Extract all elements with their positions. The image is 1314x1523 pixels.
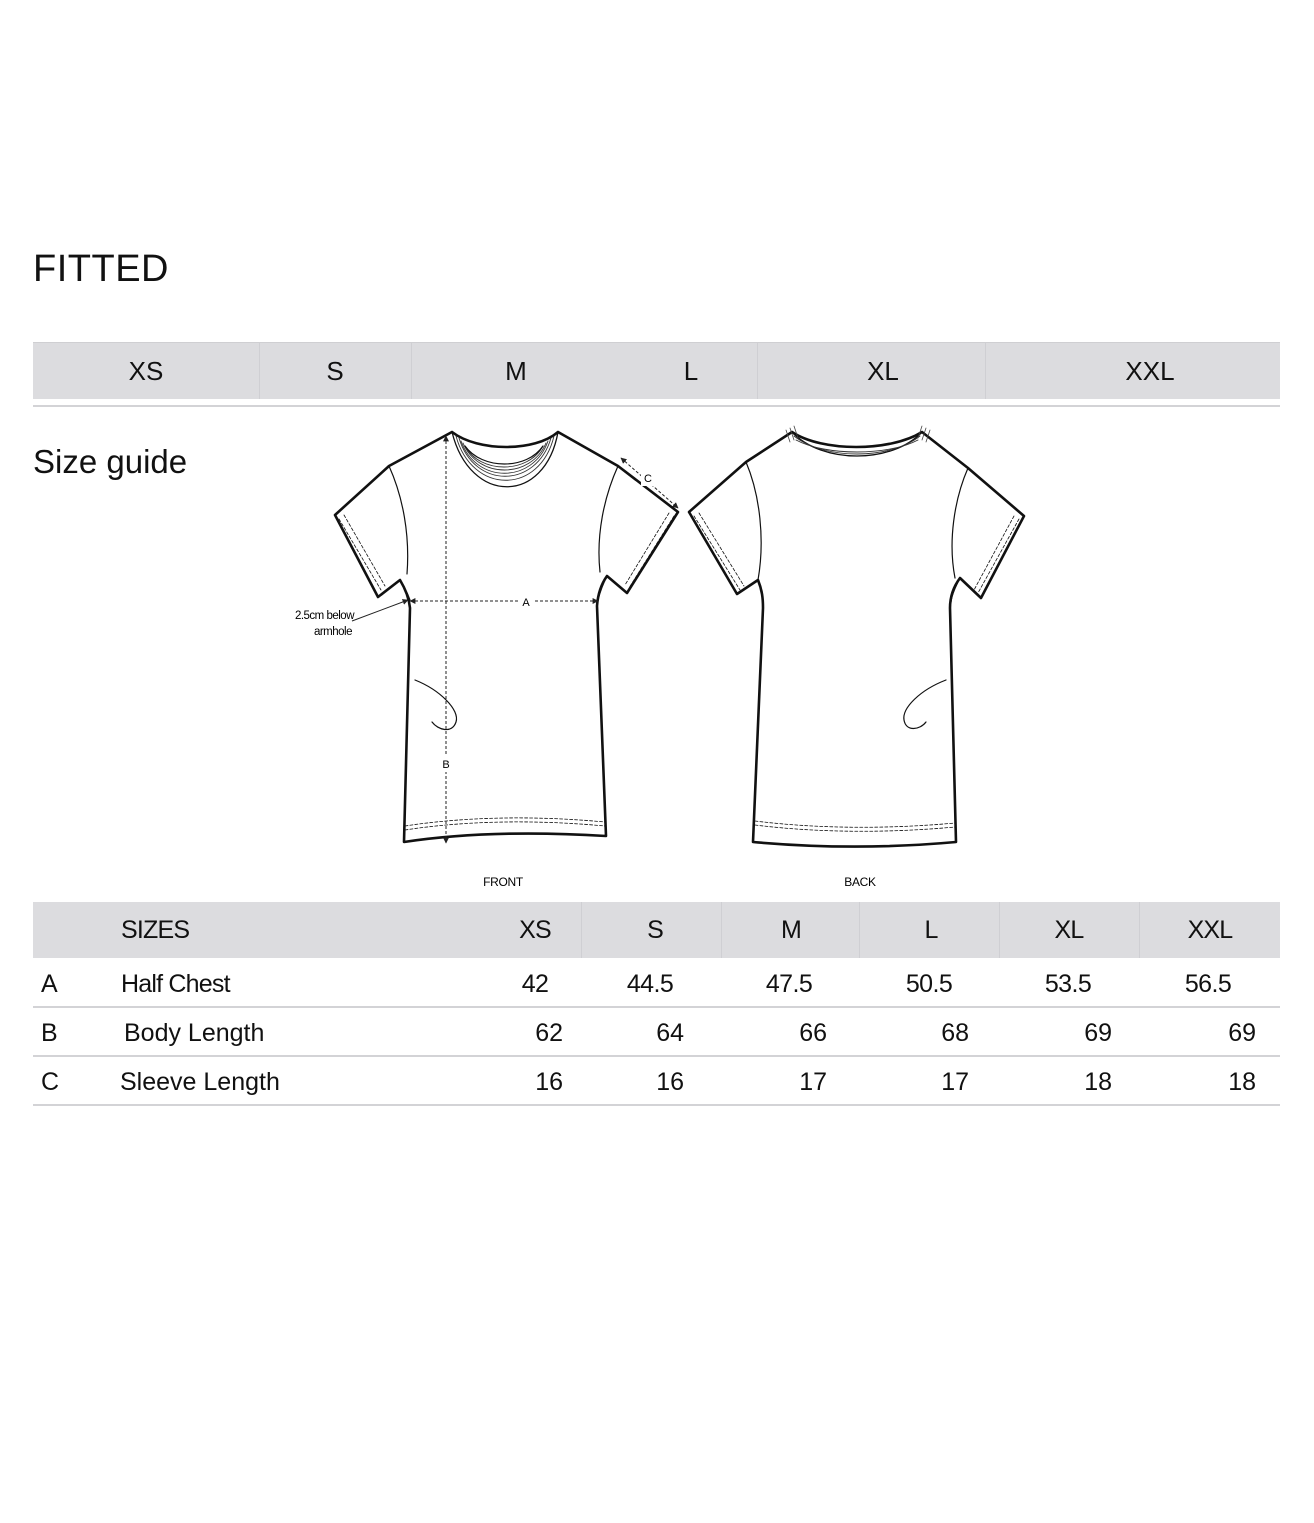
size-bar-l: L xyxy=(683,356,699,386)
value-xxl: 56.5 xyxy=(1184,970,1232,998)
row-code: A xyxy=(41,970,58,998)
value-l: 17 xyxy=(941,1068,969,1096)
table-row xyxy=(33,1007,1280,1057)
column-header-sizes: SIZES xyxy=(121,916,190,944)
armhole-note-line2: armhole xyxy=(313,626,352,638)
measurement-lines xyxy=(352,436,678,843)
column-header-s: S xyxy=(647,916,663,944)
page-title: FITTED xyxy=(33,248,169,290)
size-bar-divider xyxy=(985,343,986,399)
divider xyxy=(33,405,1280,407)
column-divider xyxy=(581,902,582,958)
row-name: Sleeve Length xyxy=(120,1068,280,1096)
value-s: 16 xyxy=(656,1068,684,1096)
row-name: Body Length xyxy=(124,1019,265,1047)
column-header-xs: XS xyxy=(519,916,551,944)
value-xxl: 69 xyxy=(1228,1019,1256,1047)
column-divider xyxy=(1139,902,1140,958)
value-xs: 16 xyxy=(535,1068,563,1096)
value-m: 17 xyxy=(799,1068,827,1096)
value-l: 50.5 xyxy=(905,970,953,998)
size-bar-xl: XL xyxy=(867,356,899,386)
column-header-xl: XL xyxy=(1054,916,1084,944)
column-divider xyxy=(721,902,722,958)
column-header-l: L xyxy=(924,916,938,944)
back-label: BACK xyxy=(844,875,876,889)
size-bar-xs: XS xyxy=(128,356,164,386)
size-guide-title: Size guide xyxy=(33,443,188,480)
column-header-xxl: XXL xyxy=(1187,916,1233,944)
value-xl: 53.5 xyxy=(1044,970,1092,998)
measure-label-b: B xyxy=(442,759,450,771)
column-divider xyxy=(859,902,860,958)
value-xl: 18 xyxy=(1084,1068,1112,1096)
value-l: 68 xyxy=(941,1019,969,1047)
value-m: 66 xyxy=(799,1019,827,1047)
value-s: 64 xyxy=(656,1019,684,1047)
value-s: 44.5 xyxy=(626,970,674,998)
armhole-note-line1: 2.5cm below xyxy=(294,610,354,622)
back-shirt-drawing xyxy=(689,426,1024,847)
row-code: B xyxy=(41,1019,58,1047)
measure-label-c: C xyxy=(644,473,652,485)
value-m: 47.5 xyxy=(765,970,813,998)
size-bar xyxy=(33,342,1280,399)
value-xs: 42 xyxy=(521,970,549,998)
row-name: Half Chest xyxy=(121,970,230,998)
size-bar-s: S xyxy=(326,356,344,386)
value-xs: 62 xyxy=(535,1019,563,1047)
column-divider xyxy=(999,902,1000,958)
row-code: C xyxy=(41,1068,60,1096)
measure-label-a: A xyxy=(522,597,530,609)
table-row xyxy=(33,1056,1280,1106)
column-header-m: M xyxy=(780,916,802,944)
front-label: FRONT xyxy=(483,875,523,889)
value-xxl: 18 xyxy=(1228,1068,1256,1096)
tshirt-diagram xyxy=(270,418,1050,898)
size-bar-m: M xyxy=(505,356,527,386)
value-xl: 69 xyxy=(1084,1019,1112,1047)
front-shirt-drawing xyxy=(335,432,678,842)
table-row xyxy=(33,958,1280,1008)
table-header xyxy=(33,902,1280,958)
size-bar-xxl: XXL xyxy=(1125,356,1175,386)
